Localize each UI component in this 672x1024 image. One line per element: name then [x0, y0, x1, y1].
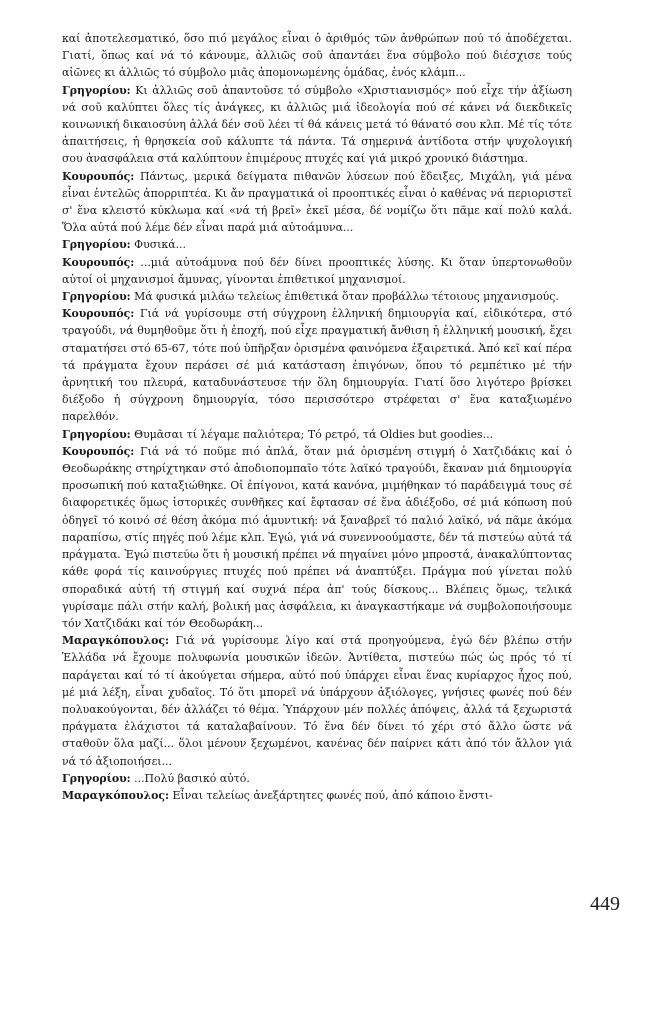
- dialogue-paragraph: [62, 236, 572, 253]
- speech-text: Φυσικά...: [134, 238, 186, 252]
- speech-text: Μά φυσικά μιλάω τελείως ἐπιθετικά ὅταν προβάλλω τέτοιους μηχανισμούς.: [134, 290, 559, 304]
- speaker-name: Γρηγορίου:: [62, 83, 131, 97]
- dialogue-paragraph: [62, 254, 572, 288]
- speaker-name: Κουρουπός:: [62, 255, 135, 269]
- speech-text: καί ἀποτελεσματικό, ὅσο πιό μεγάλος εἶναι ὁ ἀριθμός τῶν ἀνθρώπων πού τό ἀποδέχεται. Γιατί, ὅπως καί νά τό κάνουμε, ἀλλιῶς σοῦ ἀπαντάει ἕνα σύμβολο πού διέσχισε τούς αἰῶνες κι ἀλλιῶς τό σύμβολο μιᾶς ἀπομονωμένης ὁμάδας, ἑνός κλάμπ...: [62, 32, 572, 80]
- dialogue-paragraph: [62, 426, 572, 443]
- dialogue-paragraph: [62, 305, 572, 425]
- dialogue-paragraph: [62, 82, 572, 168]
- speaker-name: Κουρουπός:: [62, 444, 135, 458]
- page-number: 449: [590, 893, 620, 915]
- speaker-name: Κουρουπός:: [62, 307, 135, 321]
- speaker-name: Κουρουπός:: [62, 169, 135, 183]
- speaker-name: Μαραγκόπουλος:: [62, 788, 170, 802]
- dialogue-paragraph: [62, 632, 572, 770]
- speaker-name: Γρηγορίου:: [62, 290, 131, 304]
- dialogue-paragraph: [62, 30, 572, 82]
- speech-text: Γιά νά τό ποῦμε πιό ἁπλά, ὅταν μιά ὁρισμένη στιγμή ὁ Χατζιδάκις καί ὁ Θεοδωράκης στηρίχτηκαν στό ἀποδιοπομπαῖο τότε λαϊκό τραγούδι, ἔκαναν μιά δημιουργία προσωπική πού καταξιώθηκε. Οἱ ἐπίγονοι, κατά κανόνα, μιμήθηκαν τό παράδειγμά τους σέ διαφορετικές ὅμως ἱστορικές συνθῆκες καί ἔφτασαν σέ ἕνα ἀδιέξοδο, σέ μιά κόπωση πού ὁδηγεῖ τό κοινό σέ θέση ἀκόμα πιό ἀμυντική: νά ξαναβρεῖ τό παλιό λαϊκό, νά πᾶμε ἀκόμα παραπίσω, στίς πηγές πού λέμε κλπ. Ἐγώ, γιά νά συνεννοούμαστε, δέν τά πιστεύω αὐτά τά πράγματα. Ἐγώ πιστεύω ὅτι ἡ μουσική πρέπει νά πηγαίνει μόνο μπροστά, ἀνακαλύπτοντας κάθε φορά τίς καινούργιες πτυχές πού πρέπει νά ἀναπτύξει. Πράγμα πού γίνεται πολύ σποραδικά αὐτή τή στιγμή καί συχνά πέρα ἀπ' τούς δίσκους... Βλέπεις ὅμως, τελικά γυρίσαμε πάλι στήν καλή, βολική μας ἀσφάλεια, κι ἀναγκαστήκαμε νά συμβολοποιήσουμε τόν Χατζιδάκι καί τόν Θεοδωράκη...: [62, 444, 573, 630]
- dialogue-text: [62, 30, 572, 804]
- dialogue-paragraph: [62, 288, 572, 305]
- speaker-name: Γρηγορίου:: [62, 771, 131, 785]
- dialogue-paragraph: [62, 443, 572, 632]
- speech-text: Γιά νά γυρίσουμε λίγο καί στά προηγούμενα, ἐγώ δέν βλέπω στήν Ἑλλάδα νά ἔχουμε πολυφωνία μουσικῶν ἰδεῶν. Ἀντίθετα, πιστεύω πώς ὡς πρός τό τί παράγεται καί τό τί ἀκούγεται σήμερα, αὐτό πού ὑπάρχει εἶναι ἕνας κυρίαρχος ἦχος πού, μέ μιά λέξη, εἶναι χυδαῖος. Τό ὅτι μπορεῖ νά ὑπάρχουν ἀξιόλογες, γνήσιες φωνές πού δέν πολυακούγονται, δέν ἀλλάζει τό θέμα. Ὑπάρχουν μέν πολλές ἀπόψεις, ἀλλά τά ξεχωριστά πράγματα ἐλάχιστοι τά καταλαβαίνουν. Τό ἕνα δέν δίνει τό χέρι στό ἄλλο ὥστε νά σταθοῦν ὅλα μαζί... ὅλοι μένουν ξεχωμένοι, κανένας δέν παίρνει κάτι ἀπό τόν ἄλλον γιά νά τό ἀξιοποιήσει...: [62, 634, 572, 768]
- dialogue-paragraph: [62, 787, 572, 804]
- speech-text: ...μιά αὐτοάμυνα πού δέν δίνει προοπτικές λύσης. Κι ὅταν ὑπερτονωθοῦν αὐτοί οἱ μηχανισμοί ἄμυνας, γίνονται ἐπιθετικοί μηχανισμοί.: [62, 255, 572, 286]
- dialogue-paragraph: [62, 770, 572, 787]
- dialogue-paragraph: [62, 168, 572, 237]
- speech-text: Θυμᾶσαι τί λέγαμε παλιότερα; Τό ρετρό, τά Oldies but goodies...: [134, 427, 494, 441]
- speaker-name: Γρηγορίου:: [62, 238, 131, 252]
- speech-text: Γιά νά γυρίσουμε στή σύγχρονη ἑλληνική δημιουργία καί, εἰδικότερα, στό τραγούδι, νά θυμηθοῦμε ὅτι ἡ ἐποχή, πού εἶχε πραγματική ἄνθιση ἡ ἑλληνική μουσική, ἔχει σταματήσει στό 65-67, τότε πού ὑπῆρξαν ὁρισμένα φαινόμενα ἐξαιρετικά. Ἀπό κεῖ καί πέρα τά πράγματα ἔχουν περάσει σέ μιά κατάσταση ἐπιγόνων, ὅπου τό ρεμπέτικο μέ τήν ἀρνητική του πλευρά, καταδυνάστευσε τήν ὅλη δημιουργία. Γιατί ὅσο λιγότερο βρίσκει διέξοδο ἡ σύγχρονη δημιουργία, τόσο περισσότερο στρέφεται σ' ἕνα καταξιωμένο παρελθόν.: [62, 307, 573, 424]
- speech-text: ...Πολύ βασικό αὐτό.: [134, 771, 250, 785]
- speaker-name: Γρηγορίου:: [62, 427, 131, 441]
- speech-text: Κι ἀλλιῶς σοῦ ἀπαντοῦσε τό σύμβολο «Χριστιανισμός» πού εἶχε τήν ἀξίωση νά σοῦ καλύπτει ὅλες τίς ἀνάγκες, κι ἀλλιῶς μιά ἰδεολογία πού σέ κάνει νά διεκδικεῖς κοινωνική δικαιοσύνη ἀλλά δέν σοῦ λέει τί θά κάνεις μετά τό θάνατό σου κλπ. Μέ τίς τότε ἀπαιτήσεις, ἡ θρησκεία σοῦ κάλυπτε τά πάντα. Τά σημερινά ἀντίδοτα στήν ψυχολογική σου ἀνασφάλεια στά καλύπτουν ἐπιμέρους πτυχές καί γιά μικρό χρονικό διάστημα.: [62, 83, 572, 166]
- speaker-name: Μαραγκόπουλος:: [62, 634, 170, 648]
- speech-text: Εἶναι τελείως ἀνεξάρτητες φωνές πού, ἀπό κάποιο ἔνστι-: [172, 788, 493, 802]
- speech-text: Πάντως, μερικά δείγματα πιθανῶν λύσεων πού ἔδειξες, Μιχάλη, γιά μένα εἶναι ἐντελῶς ἀπορριπτέα. Κι ἄν πραγματικά οἱ προοπτικές εἶναι ὁ καθένας νά περιοριστεῖ σ' ἕνα κλειστό κύκλωμα καί «νά τή βρεῖ» ἐκεῖ μέσα, δέ νομίζω ὅτι πᾶμε καί πολύ καλά. Ὅλα αὐτά πού λέμε δέν εἶναι παρά μιά αὐτοάμυνα...: [62, 169, 572, 235]
